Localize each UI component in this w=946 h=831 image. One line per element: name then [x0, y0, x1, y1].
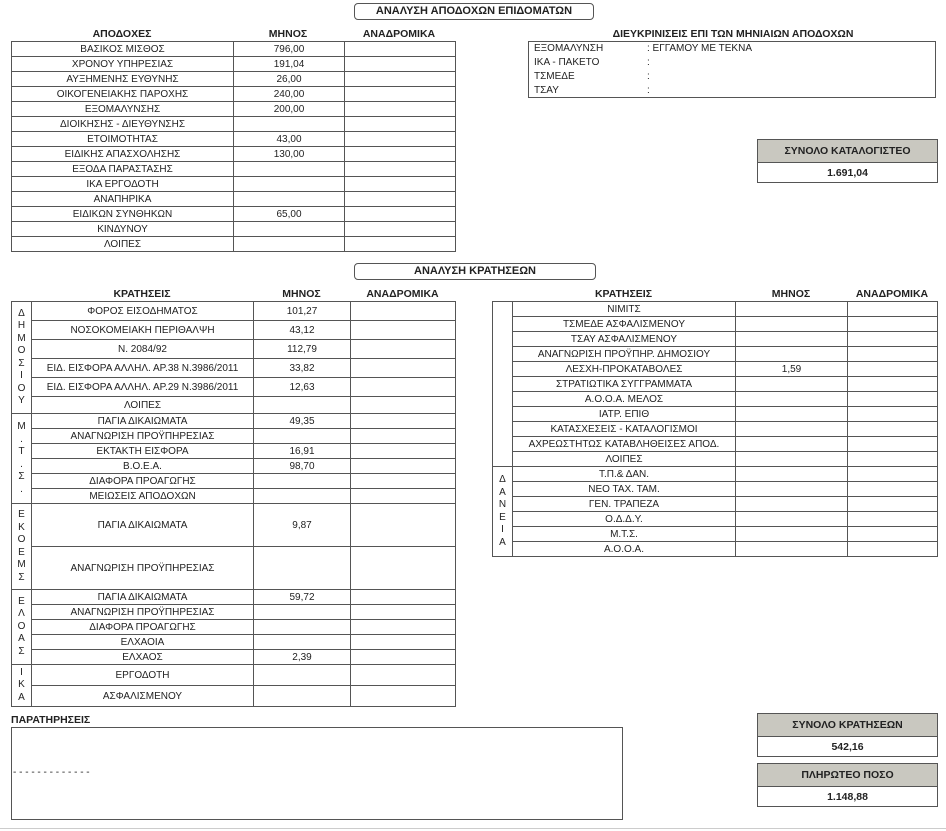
deductions-section-title: ΑΝΑΛΥΣΗ ΚΡΑΤΗΣΕΩΝ	[354, 263, 596, 280]
deductions-left-row-month: 33,82	[254, 359, 351, 378]
earnings-row-retro	[345, 117, 456, 132]
deductions-right-row-month	[736, 467, 848, 482]
deductions-right-group-label	[493, 302, 513, 467]
earnings-row	[12, 192, 456, 207]
deductions-left-row	[12, 620, 456, 635]
earnings-row-retro	[345, 102, 456, 117]
earnings-col-header-month: ΜΗΝΟΣ	[268, 28, 308, 40]
earnings-row-month: 191,04	[234, 57, 345, 72]
deductions-left-row-retro	[351, 504, 456, 547]
deductions-left-row-month	[254, 474, 351, 489]
deductions-left-row	[12, 489, 456, 504]
deductions-left-group-label	[12, 302, 32, 414]
deductions-right-row-label: Α.Ο.Ο.Α. ΜΕΛΟΣ	[513, 392, 736, 407]
earnings-col-header-allowances: ΑΠΟΔΟΧΕΣ	[92, 28, 152, 40]
deductions-left-table	[11, 301, 456, 707]
earnings-row-month: 43,00	[234, 132, 345, 147]
remarks-box	[11, 727, 623, 820]
deductions-right-row-month	[736, 542, 848, 557]
earnings-row-label: ΟΙΚΟΓΕΝΕΙΑΚΗΣ ΠΑΡΟΧΗΣ	[12, 87, 234, 102]
earnings-row-retro	[345, 57, 456, 72]
deductions-right-row	[493, 452, 938, 467]
earnings-row	[12, 177, 456, 192]
deductions-right-row-retro	[848, 347, 938, 362]
deductions-left-row-label: ΠΑΓΙΑ ΔΙΚΑΙΩΜΑΤΑ	[32, 504, 254, 547]
deductions-left-group-label	[12, 665, 32, 707]
deductions-left-group-text: Δ Η Μ Ο Σ Ι Ο Υ	[17, 307, 26, 406]
deductions-left-row-month: 2,39	[254, 650, 351, 665]
deductions-total-label: ΣΥΝΟΛΟ ΚΡΑΤΗΣΕΩΝ	[758, 714, 937, 737]
earnings-row-label: ΛΟΙΠΕΣ	[12, 237, 234, 252]
deductions-left-row-month: 101,27	[254, 302, 351, 321]
earnings-row-label: ΔΙΟΙΚΗΣΗΣ - ΔΙΕΥΘΥΝΣΗΣ	[12, 117, 234, 132]
earnings-row-retro	[345, 207, 456, 222]
deductions-left-row-label: ΕΛΧΑΟΣ	[32, 650, 254, 665]
earnings-row-retro	[345, 87, 456, 102]
deductions-left-row-label: ΠΑΓΙΑ ΔΙΚΑΙΩΜΑΤΑ	[32, 590, 254, 605]
deductions-right-row	[493, 437, 938, 452]
deductions-left-row	[12, 635, 456, 650]
earnings-row	[12, 57, 456, 72]
deductions-right-row-retro	[848, 332, 938, 347]
deductions-right-row-label: ΤΣΜΕΔΕ ΑΣΦΑΛΙΣΜΕΝΟΥ	[513, 317, 736, 332]
deductions-left-row	[12, 650, 456, 665]
earnings-row-label: ΒΑΣΙΚΟΣ ΜΙΣΘΟΣ	[12, 42, 234, 57]
deductions-right-row-month: 1,59	[736, 362, 848, 377]
deductions-right-col-header-retro: ΑΝΑΔΡΟΜΙΚΑ	[855, 288, 929, 300]
deductions-left-row	[12, 378, 456, 397]
deductions-left-row-retro	[351, 397, 456, 414]
notes-row-value: :	[647, 71, 650, 82]
deductions-left-row-month: 112,79	[254, 340, 351, 359]
deductions-right-row	[493, 542, 938, 557]
deductions-left-row-month	[254, 635, 351, 650]
earnings-row-retro	[345, 147, 456, 162]
deductions-right-row	[493, 392, 938, 407]
earnings-row-month: 240,00	[234, 87, 345, 102]
deductions-right-row-month	[736, 482, 848, 497]
deductions-right-row-retro	[848, 377, 938, 392]
deductions-left-row-retro	[351, 444, 456, 459]
deductions-left-row-month	[254, 489, 351, 504]
deductions-right-row-label: Ο.Δ.Δ.Υ.	[513, 512, 736, 527]
deductions-left-row-retro	[351, 340, 456, 359]
deductions-left-row-label: ΠΑΓΙΑ ΔΙΚΑΙΩΜΑΤΑ	[32, 414, 254, 429]
earnings-row-retro	[345, 42, 456, 57]
deductions-left-row-label: ΑΝΑΓΝΩΡΙΣΗ ΠΡΟΫΠΗΡΕΣΙΑΣ	[32, 547, 254, 590]
deductions-left-row-retro	[351, 665, 456, 686]
earnings-row-month	[234, 177, 345, 192]
earnings-row	[12, 207, 456, 222]
deductions-left-row-month	[254, 547, 351, 590]
deductions-left-col-header-retro: ΑΝΑΔΡΟΜΙΚΑ	[366, 288, 439, 300]
deductions-right-row-month	[736, 317, 848, 332]
deductions-right-row-label: Α.Ο.Ο.Α.	[513, 542, 736, 557]
deductions-left-row	[12, 429, 456, 444]
notes-row-value: :	[647, 85, 650, 96]
deductions-right-row	[493, 317, 938, 332]
deductions-right-row-label: ΚΑΤΑΣΧΕΣΕΙΣ - ΚΑΤΑΛΟΓΙΣΜΟΙ	[513, 422, 736, 437]
net-amount-value: 1.148,88	[827, 791, 868, 803]
earnings-row	[12, 132, 456, 147]
deductions-left-row-retro	[351, 686, 456, 707]
deductions-right-row-retro	[848, 482, 938, 497]
deductions-right-row-month	[736, 392, 848, 407]
earnings-row-retro	[345, 192, 456, 207]
notes-row-label: ΤΣΑΥ	[534, 85, 559, 96]
net-amount-label: ΠΛΗΡΩΤΕΟ ΠΟΣΟ	[758, 764, 937, 787]
deductions-left-row	[12, 302, 456, 321]
deductions-total-value: 542,16	[831, 741, 864, 753]
earnings-row-label: ΕΞΟΜΑΛΥΝΣΗΣ	[12, 102, 234, 117]
deductions-left-row	[12, 665, 456, 686]
remarks-title: ΠΑΡΑΤΗΡΗΣΕΙΣ	[11, 714, 91, 726]
deductions-right-table	[492, 301, 938, 557]
earnings-col-header-retro: ΑΝΑΔΡΟΜΙΚΑ	[362, 28, 436, 40]
earnings-row-month	[234, 222, 345, 237]
deductions-left-row-retro	[351, 547, 456, 590]
deductions-right-row-label: ΤΣΑΥ ΑΣΦΑΛΙΣΜΕΝΟΥ	[513, 332, 736, 347]
earnings-row	[12, 237, 456, 252]
deductions-left-row-month: 59,72	[254, 590, 351, 605]
deductions-left-row-retro	[351, 359, 456, 378]
deductions-right-row	[493, 527, 938, 542]
payable-total-box	[757, 139, 938, 183]
earnings-row	[12, 162, 456, 177]
deductions-left-row	[12, 474, 456, 489]
earnings-row-month	[234, 117, 345, 132]
earnings-table	[11, 41, 456, 252]
earnings-row	[12, 42, 456, 57]
deductions-left-row	[12, 590, 456, 605]
deductions-left-row-month: 16,91	[254, 444, 351, 459]
deductions-left-row-label: ΦΟΡΟΣ ΕΙΣΟΔΗΜΑΤΟΣ	[32, 302, 254, 321]
deductions-right-row-month	[736, 497, 848, 512]
deductions-left-row-label: ΕΡΓΟΔΟΤΗ	[32, 665, 254, 686]
deductions-left-row-month	[254, 605, 351, 620]
deductions-right-row-retro	[848, 452, 938, 467]
deductions-left-row	[12, 686, 456, 707]
remarks-text: - - - - - - - - - - - - -	[13, 767, 90, 778]
earnings-section-title: ΑΝΑΛΥΣΗ ΑΠΟΔΟΧΩΝ ΕΠΙΔΟΜΑΤΩΝ	[354, 3, 594, 20]
earnings-row	[12, 87, 456, 102]
deductions-left-row-retro	[351, 590, 456, 605]
earnings-row-month: 796,00	[234, 42, 345, 57]
deductions-left-row-month	[254, 665, 351, 686]
deductions-left-row	[12, 414, 456, 429]
earnings-row-month	[234, 237, 345, 252]
earnings-row	[12, 72, 456, 87]
deductions-right-col-header-deductions: ΚΡΑΤΗΣΕΙΣ	[594, 288, 653, 300]
deductions-right-row-month	[736, 527, 848, 542]
deductions-right-row-month	[736, 407, 848, 422]
deductions-right-row-month	[736, 302, 848, 317]
deductions-left-row-retro	[351, 459, 456, 474]
deductions-left-row-label: ΔΙΑΦΟΡΑ ΠΡΟΑΓΩΓΗΣ	[32, 474, 254, 489]
deductions-left-row-label: ΕΙΔ. ΕΙΣΦΟΡΑ ΑΛΛΗΛ. ΑΡ.29 Ν.3986/2011	[32, 378, 254, 397]
deductions-right-group-text: Δ Α Ν Ε Ι Α	[498, 474, 507, 548]
deductions-left-row-label: Β.Ο.Ε.Α.	[32, 459, 254, 474]
deductions-right-row-label: ΑΝΑΓΝΩΡΙΣΗ ΠΡΟΫΠΗΡ. ΔΗΜΟΣΙΟΥ	[513, 347, 736, 362]
earnings-row-label: ΚΙΝΔΥΝΟΥ	[12, 222, 234, 237]
deductions-left-row	[12, 359, 456, 378]
earnings-row-label: ΕΙΔΙΚΩΝ ΣΥΝΘΗΚΩΝ	[12, 207, 234, 222]
deductions-left-row-label: ΕΚΤΑΚΤΗ ΕΙΣΦΟΡΑ	[32, 444, 254, 459]
deductions-left-row-month	[254, 397, 351, 414]
earnings-row-label: ΑΝΑΠΗΡΙΚΑ	[12, 192, 234, 207]
deductions-left-row-retro	[351, 429, 456, 444]
deductions-left-row-month: 43,12	[254, 321, 351, 340]
deductions-left-row-label: ΛΟΙΠΕΣ	[32, 397, 254, 414]
deductions-left-row-label: ΕΙΔ. ΕΙΣΦΟΡΑ ΑΛΛΗΛ. ΑΡ.38 Ν.3986/2011	[32, 359, 254, 378]
deductions-left-row-month	[254, 429, 351, 444]
earnings-row-retro	[345, 222, 456, 237]
deductions-left-row-month	[254, 686, 351, 707]
notes-row-value: :	[647, 57, 650, 68]
deductions-right-row	[493, 407, 938, 422]
deductions-right-row-retro	[848, 512, 938, 527]
deductions-right-group-label	[493, 467, 513, 557]
deductions-right-row-label: ΝΙΜΙΤΣ	[513, 302, 736, 317]
deductions-left-row-retro	[351, 321, 456, 340]
payable-total-value: 1.691,04	[827, 167, 868, 179]
deductions-right-row-retro	[848, 542, 938, 557]
notes-row	[534, 56, 935, 70]
deductions-left-group-text: Ε Κ Ο Ε Μ Σ	[17, 509, 26, 583]
earnings-row	[12, 222, 456, 237]
deductions-left-row-month	[254, 620, 351, 635]
earnings-row-label: ΕΙΔΙΚΗΣ ΑΠΑΣΧΟΛΗΣΗΣ	[12, 147, 234, 162]
deductions-right-row-retro	[848, 467, 938, 482]
earnings-row-month: 65,00	[234, 207, 345, 222]
deductions-left-row-label: ΝΟΣΟΚΟΜΕΙΑΚΗ ΠΕΡΙΘΑΛΨΗ	[32, 321, 254, 340]
deductions-right-row-retro	[848, 392, 938, 407]
deductions-left-row-label: ΑΝΑΓΝΩΡΙΣΗ ΠΡΟΫΠΗΡΕΣΙΑΣ	[32, 429, 254, 444]
deductions-right-row-month	[736, 437, 848, 452]
deductions-right-row-month	[736, 332, 848, 347]
deductions-left-row-month: 98,70	[254, 459, 351, 474]
deductions-left-group-label	[12, 504, 32, 590]
deductions-left-row	[12, 340, 456, 359]
deductions-left-row-label: ΑΣΦΑΛΙΣΜΕΝΟΥ	[32, 686, 254, 707]
deductions-left-row	[12, 321, 456, 340]
deductions-left-row	[12, 605, 456, 620]
deductions-right-row-retro	[848, 317, 938, 332]
deductions-left-row	[12, 397, 456, 414]
earnings-row-label: ΧΡΟΝΟΥ ΥΠΗΡΕΣΙΑΣ	[12, 57, 234, 72]
earnings-row	[12, 102, 456, 117]
earnings-row-month	[234, 192, 345, 207]
deductions-left-row-label: ΔΙΑΦΟΡΑ ΠΡΟΑΓΩΓΗΣ	[32, 620, 254, 635]
earnings-row-month	[234, 162, 345, 177]
deductions-left-row-retro	[351, 620, 456, 635]
earnings-row-month: 200,00	[234, 102, 345, 117]
deductions-left-row-retro	[351, 302, 456, 321]
deductions-left-row-label: ΑΝΑΓΝΩΡΙΣΗ ΠΡΟΫΠΗΡΕΣΙΑΣ	[32, 605, 254, 620]
deductions-right-row	[493, 482, 938, 497]
deductions-left-row-month: 9,87	[254, 504, 351, 547]
deductions-left-row-label: ΜΕΙΩΣΕΙΣ ΑΠΟΔΟΧΩΝ	[32, 489, 254, 504]
deductions-right-row-label: ΓΕΝ. ΤΡΑΠΕΖΑ	[513, 497, 736, 512]
earnings-row-label: ΙΚΑ ΕΡΓΟΔΟΤΗ	[12, 177, 234, 192]
deductions-right-row-retro	[848, 527, 938, 542]
notes-monthly-box	[528, 41, 936, 98]
earnings-row-retro	[345, 132, 456, 147]
deductions-right-row-retro	[848, 437, 938, 452]
deductions-left-row-retro	[351, 605, 456, 620]
deductions-left-row-month: 12,63	[254, 378, 351, 397]
deductions-right-row-retro	[848, 422, 938, 437]
deductions-right-row	[493, 347, 938, 362]
notes-row-label: ΙΚΑ - ΠΑΚΕΤΟ	[534, 57, 600, 68]
deductions-left-row-retro	[351, 650, 456, 665]
deductions-right-row	[493, 467, 938, 482]
deductions-right-row-month	[736, 512, 848, 527]
earnings-row-month: 130,00	[234, 147, 345, 162]
notes-row	[534, 42, 935, 56]
deductions-left-row-label: ΕΛΧΑΟΙΑ	[32, 635, 254, 650]
deductions-right-row	[493, 377, 938, 392]
payable-total-label: ΣΥΝΟΛΟ ΚΑΤΑΛΟΓΙΣΤΕΟ	[758, 140, 937, 163]
deductions-left-col-header-month: ΜΗΝΟΣ	[282, 288, 321, 300]
deductions-right-row-label: ΛΕΣΧΗ-ΠΡΟΚΑΤΑΒΟΛΕΣ	[513, 362, 736, 377]
notes-monthly-title: ΔΙΕΥΚΡΙΝΙΣΕΙΣ ΕΠΙ ΤΩΝ ΜΗΝΙΑΙΩΝ ΑΠΟΔΟΧΩΝ	[612, 28, 854, 40]
earnings-row-label: ΕΞΟΔΑ ΠΑΡΑΣΤΑΣΗΣ	[12, 162, 234, 177]
deductions-right-row-label: Μ.Τ.Σ.	[513, 527, 736, 542]
deductions-right-col-header-month: ΜΗΝΟΣ	[771, 288, 811, 300]
deductions-left-row-retro	[351, 378, 456, 397]
earnings-row-retro	[345, 177, 456, 192]
deductions-left-row-retro	[351, 489, 456, 504]
deductions-left-group-label	[12, 414, 32, 504]
net-amount-box	[757, 763, 938, 807]
deductions-right-row-retro	[848, 497, 938, 512]
deductions-right-row-month	[736, 377, 848, 392]
earnings-row-retro	[345, 162, 456, 177]
deductions-right-row-label: ΛΟΙΠΕΣ	[513, 452, 736, 467]
deductions-total-box	[757, 713, 938, 757]
notes-row-label: ΤΣΜΕΔΕ	[534, 71, 575, 82]
deductions-right-row-month	[736, 422, 848, 437]
deductions-right-row-month	[736, 452, 848, 467]
deductions-right-row	[493, 497, 938, 512]
deductions-right-row-retro	[848, 302, 938, 317]
earnings-row	[12, 117, 456, 132]
earnings-row-month: 26,00	[234, 72, 345, 87]
deductions-left-row	[12, 504, 456, 547]
deductions-left-row-retro	[351, 414, 456, 429]
deductions-right-row-retro	[848, 362, 938, 377]
notes-row	[534, 84, 935, 98]
deductions-right-row	[493, 422, 938, 437]
deductions-right-row	[493, 512, 938, 527]
deductions-left-group-text: Μ . Τ . Σ .	[17, 421, 26, 495]
notes-row-value: : ΕΓΓΑΜΟΥ ΜΕ ΤΕΚΝΑ	[647, 43, 752, 54]
deductions-left-group-text: Ε Λ Ο Α Σ	[17, 595, 26, 657]
deductions-left-group-label	[12, 590, 32, 665]
deductions-right-row-label: ΝΕΟ ΤΑΧ. ΤΑΜ.	[513, 482, 736, 497]
bottom-rule	[0, 828, 946, 829]
earnings-row-retro	[345, 237, 456, 252]
deductions-left-col-header-deductions: ΚΡΑΤΗΣΕΙΣ	[113, 288, 171, 300]
deductions-left-row	[12, 444, 456, 459]
deductions-left-row-month: 49,35	[254, 414, 351, 429]
deductions-left-row-label: Ν. 2084/92	[32, 340, 254, 359]
deductions-left-row	[12, 547, 456, 590]
earnings-row-label: ΕΤΟΙΜΟΤΗΤΑΣ	[12, 132, 234, 147]
notes-row-label: ΕΞΟΜΑΛΥΝΣΗ	[534, 43, 604, 54]
earnings-row	[12, 147, 456, 162]
deductions-right-row-month	[736, 347, 848, 362]
deductions-right-row-label: ΣΤΡΑΤΙΩΤΙΚΑ ΣΥΓΓΡΑΜΜΑΤΑ	[513, 377, 736, 392]
deductions-right-row-retro	[848, 407, 938, 422]
deductions-right-row-label: ΙΑΤΡ. ΕΠΙΘ	[513, 407, 736, 422]
earnings-row-retro	[345, 72, 456, 87]
notes-row	[534, 70, 935, 84]
deductions-right-row	[493, 332, 938, 347]
deductions-left-row-retro	[351, 635, 456, 650]
deductions-right-row	[493, 302, 938, 317]
deductions-right-row	[493, 362, 938, 377]
deductions-left-row-retro	[351, 474, 456, 489]
deductions-right-row-label: Τ.Π.& ΔΑΝ.	[513, 467, 736, 482]
deductions-left-group-text: Ι Κ Α	[18, 666, 25, 703]
deductions-right-row-label: ΑΧΡΕΩΣΤΗΤΩΣ ΚΑΤΑΒΛΗΘΕΙΣΕΣ ΑΠΟΔ.	[513, 437, 736, 452]
earnings-row-label: ΑΥΞΗΜΕΝΗΣ ΕΥΘΥΝΗΣ	[12, 72, 234, 87]
deductions-left-row	[12, 459, 456, 474]
